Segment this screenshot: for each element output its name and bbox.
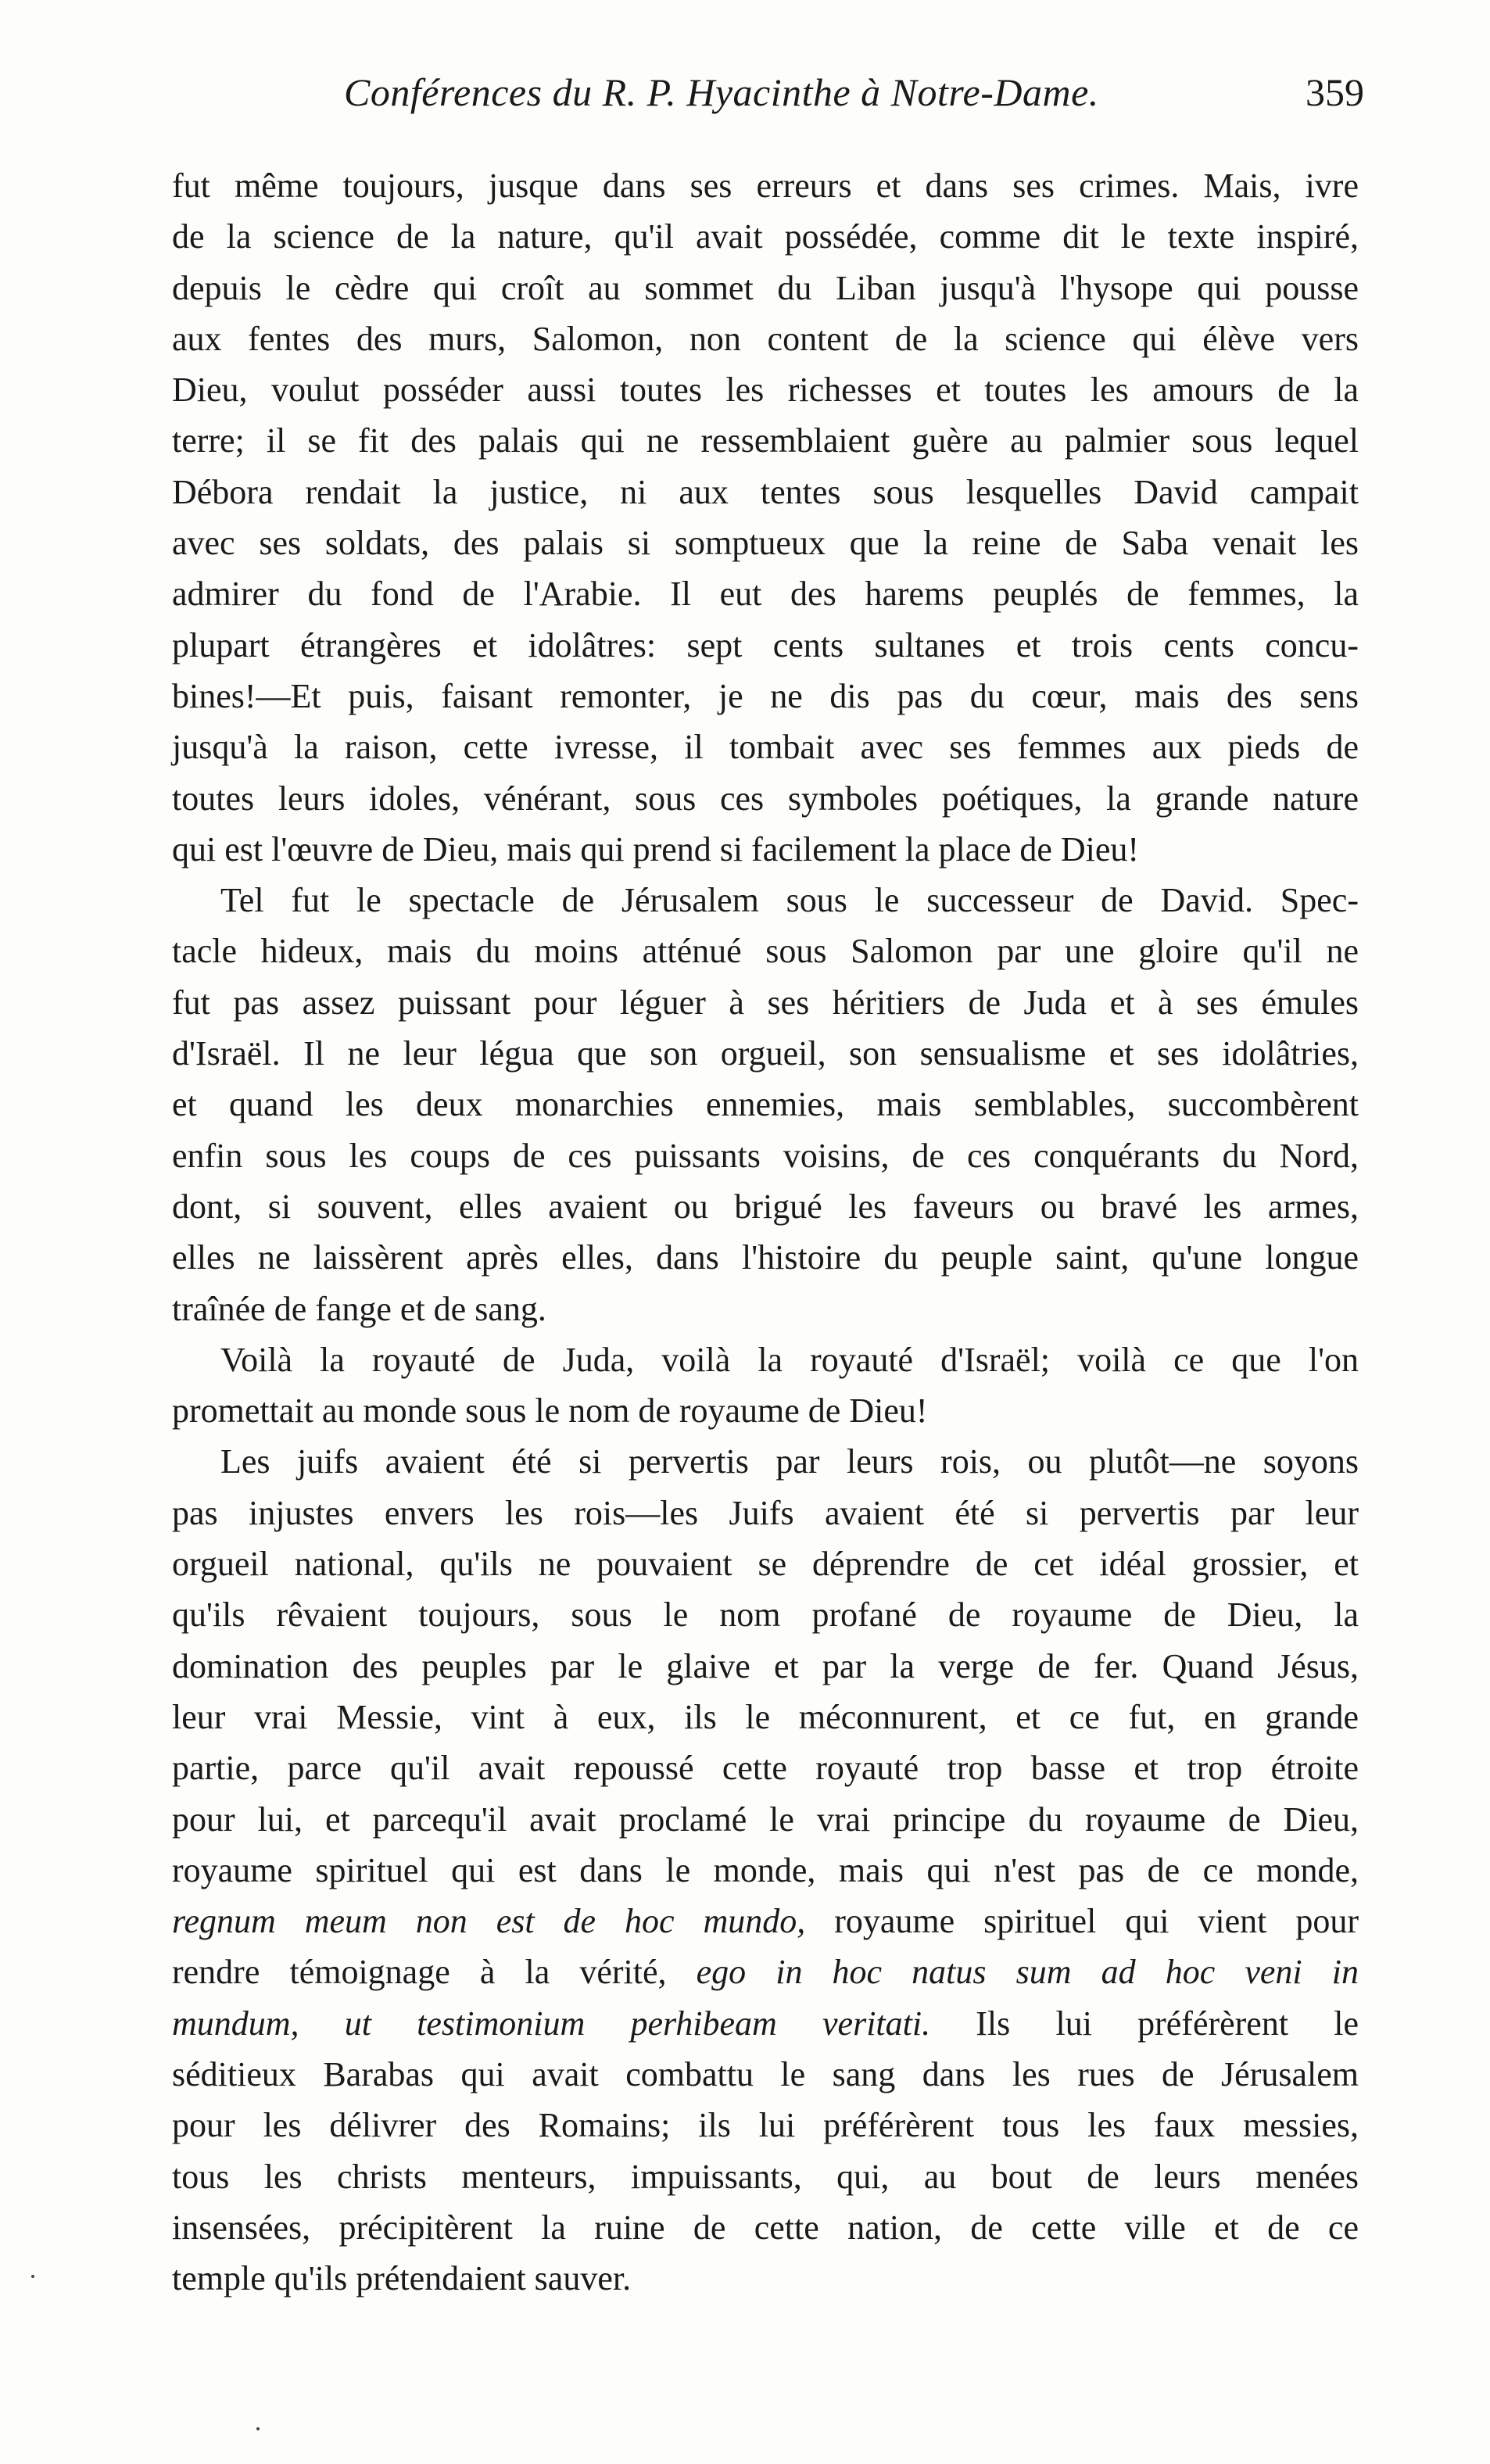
text-line: aux fentes des murs, Salomon, non content de la science qui élève vers (172, 319, 1359, 358)
text-line: partie, parce qu'il avait repoussé cette royauté trop basse et trop étroite (172, 1749, 1359, 1788)
text-line: pour les délivrer des Romains; ils lui préférèrent tous les faux messies, (172, 2106, 1359, 2145)
text-line: promettait au monde sous le nom de royaume de Dieu! (172, 1391, 928, 1431)
text-line-mixed (172, 1946, 1359, 1997)
text-span: royaume spirituel qui vient pour (805, 1902, 1359, 1941)
text-span: rendre témoignage à la vérité, (172, 1953, 697, 1992)
latin-quote: mundum, ut testimonium perhibeam veritati. (172, 2004, 931, 2043)
text-line: et quand les deux monarchies ennemies, mais semblables, succombèrent (172, 1085, 1359, 1124)
text-line: Débora rendait la justice, ni aux tentes sous lesquelles David campait (172, 472, 1359, 511)
page-number: 359 (1306, 70, 1364, 114)
text-line: tacle hideux, mais du moins atténué sous Salomon par une gloire qu'il ne (172, 932, 1359, 971)
text-line-mixed (172, 1998, 1359, 2049)
text-line: leur vrai Messie, vint à eux, ils le méconnurent, et ce fut, en grande (172, 1697, 1359, 1736)
text-line: fut même toujours, jusque dans ses erreurs et dans ses crimes. Mais, ivre (172, 167, 1359, 205)
text-line: pour lui, et parcequ'il avait proclamé le vrai principe du royaume de Dieu, (172, 1800, 1359, 1839)
text-line: orgueil national, qu'ils ne pouvaient se déprendre de cet idéal grossier, et (172, 1545, 1359, 1584)
paragraph (172, 875, 1359, 1334)
text-line: domination des peuples par le glaive et par la verge de fer. Quand Jésus, (172, 1646, 1359, 1685)
text-line: traînée de fange et de sang. (172, 1289, 546, 1328)
text-line: insensées, précipitèrent la ruine de cette nation, de cette ville et de ce (172, 2208, 1359, 2247)
paragraph (172, 1334, 1359, 1437)
text-line: toutes leurs idoles, vénérant, sous ces symboles poétiques, la grande nature (172, 779, 1359, 818)
paragraph (172, 1436, 1359, 2304)
text-line: qui est l'œuvre de Dieu, mais qui prend si facilement la place de Dieu! (172, 829, 1140, 868)
text-line: tous les christs menteurs, impuissants, qui, au bout de leurs menées (172, 2157, 1359, 2196)
text-line: royaume spirituel qui est dans le monde, mais qui n'est pas de ce monde, (172, 1850, 1359, 1889)
text-line: fut pas assez puissant pour léguer à ses héritiers de Juda et à ses émules (172, 983, 1359, 1022)
scan-speck (31, 2275, 34, 2278)
text-line: jusqu'à la raison, cette ivresse, il tombait avec ses femmes aux pieds de (172, 728, 1359, 767)
text-line-mixed (172, 1896, 1359, 1946)
text-line: plupart étrangères et idolâtres: sept cents sultanes et trois cents concu- (172, 625, 1359, 664)
text-line: Voilà la royauté de Juda, voilà la royauté d'Israël; voilà ce que l'on (220, 1340, 1359, 1379)
text-line: bines!—Et puis, faisant remonter, je ne dis pas du cœur, mais des sens (172, 676, 1359, 715)
text-line: terre; il se fit des palais qui ne ressemblaient guère au palmier sous lequel (172, 421, 1359, 460)
running-head (344, 69, 1364, 116)
text-line: elles ne laissèrent après elles, dans l'histoire du peuple saint, qu'une longue (172, 1238, 1359, 1277)
scan-speck (256, 2427, 260, 2430)
text-line: avec ses soldats, des palais si somptueux que la reine de Saba venait les (172, 524, 1359, 563)
text-line: dont, si souvent, elles avaient ou brigué les faveurs ou bravé les armes, (172, 1187, 1359, 1226)
text-line: séditieux Barabas qui avait combattu le sang dans les rues de Jérusalem (172, 2054, 1359, 2093)
text-line: enfin sous les coups de ces puissants voisins, de ces conquérants du Nord, (172, 1136, 1359, 1175)
text-line: depuis le cèdre qui croît au sommet du Liban jusqu'à l'hysope qui pousse (172, 268, 1359, 307)
latin-quote: regnum meum non est de hoc mundo, (172, 1902, 806, 1941)
latin-quote: ego in hoc natus sum ad hoc veni in (696, 1953, 1359, 1992)
text-line: pas injustes envers les rois—les Juifs avaient été si pervertis par leur (172, 1493, 1359, 1532)
text-line: Dieu, voulut posséder aussi toutes les richesses et toutes les amours de la (172, 371, 1359, 410)
body-text (172, 160, 1359, 2304)
text-line: temple qu'ils prétendaient sauver. (172, 2259, 632, 2298)
running-title: Conférences du R. P. Hyacinthe à Notre-Dame. (344, 70, 1099, 114)
text-line: d'Israël. Il ne leur légua que son orgueil, son sensualisme et ses idolâtries, (172, 1034, 1359, 1073)
paragraph (172, 160, 1359, 875)
text-line: qu'ils rêvaient toujours, sous le nom profané de royaume de Dieu, la (172, 1596, 1359, 1635)
text-line: Tel fut le spectacle de Jérusalem sous le successeur de David. Spec- (220, 881, 1359, 920)
text-span: Ils lui préférèrent le (930, 2004, 1359, 2043)
text-line: de la science de la nature, qu'il avait possédée, comme dit le texte inspiré, (172, 217, 1359, 256)
text-line: Les juifs avaient été si pervertis par leurs rois, ou plutôt—ne soyons (220, 1442, 1359, 1481)
text-line: admirer du fond de l'Arabie. Il eut des harems peuplés de femmes, la (172, 575, 1359, 614)
